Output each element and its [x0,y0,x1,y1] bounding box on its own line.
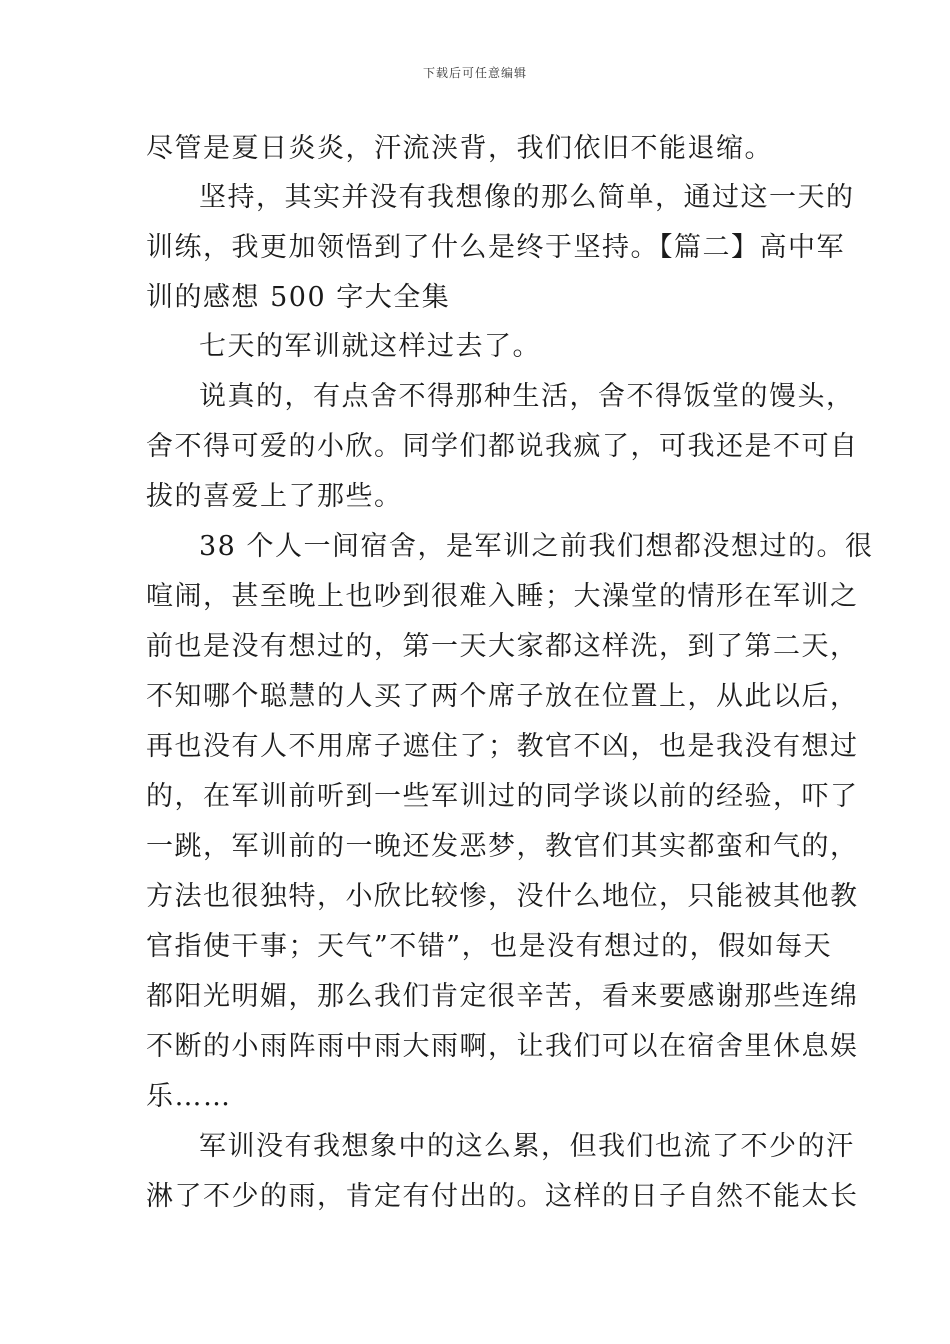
text-line: 前也是没有想过的，第一天大家都这样洗，到了第二天， [146,631,859,662]
text-line: 七天的军训就这样过去了。 [199,331,541,362]
text-line: 的，在军训前听到一些军训过的同学谈以前的经验，吓了 [146,781,859,812]
text-line: 再也没有人不用席子遮住了；教官不凶，也是我没有想过 [146,731,859,762]
text-line: 军训没有我想象中的这么累，但我们也流了不少的汗 [199,1131,855,1162]
text-line: 不断的小雨阵雨中雨大雨啊，让我们可以在宿舍里休息娱 [146,1031,859,1062]
text-line: 淋了不少的雨，肯定有付出的。这样的日子自然不能太长 [146,1181,859,1212]
text-line: 都阳光明媚，那么我们肯定很辛苦，看来要感谢那些连绵 [146,981,859,1012]
text-line: 舍不得可爱的小欣。同学们都说我疯了，可我还是不可自 [146,431,859,462]
text-line: 训练，我更加领悟到了什么是终于坚持。【篇二】高中军 [146,232,845,263]
text-line: 38 个人一间宿舍，是军训之前我们想都没想过的。很 [199,531,874,562]
text-line: 训的感想 500 字大全集 [146,282,451,313]
text-line: 不知哪个聪慧的人买了两个席子放在位置上，从此以后， [146,681,859,712]
page-header: 下载后可任意编辑 [422,66,527,80]
text-line: 说真的，有点舍不得那种生活，舍不得饭堂的馒头， [199,381,855,412]
text-line: 尽管是夏日炎炎，汗流浃背，我们依旧不能退缩。 [146,133,773,164]
text-line: 乐…… [146,1081,232,1112]
text-line: 方法也很独特，小欣比较惨，没什么地位，只能被其他教 [146,881,859,912]
text-line: 坚持，其实并没有我想像的那么简单，通过这一天的 [199,182,855,213]
text-line: 拔的喜爱上了那些。 [146,481,403,512]
text-line: 喧闹，甚至晚上也吵到很难入睡；大澡堂的情形在军训之 [146,581,859,612]
text-line: 官指使干事；天气”不错”，也是没有想过的，假如每天 [146,931,833,962]
text-line: 一跳，军训前的一晚还发恶梦，教官们其实都蛮和气的， [146,831,859,862]
